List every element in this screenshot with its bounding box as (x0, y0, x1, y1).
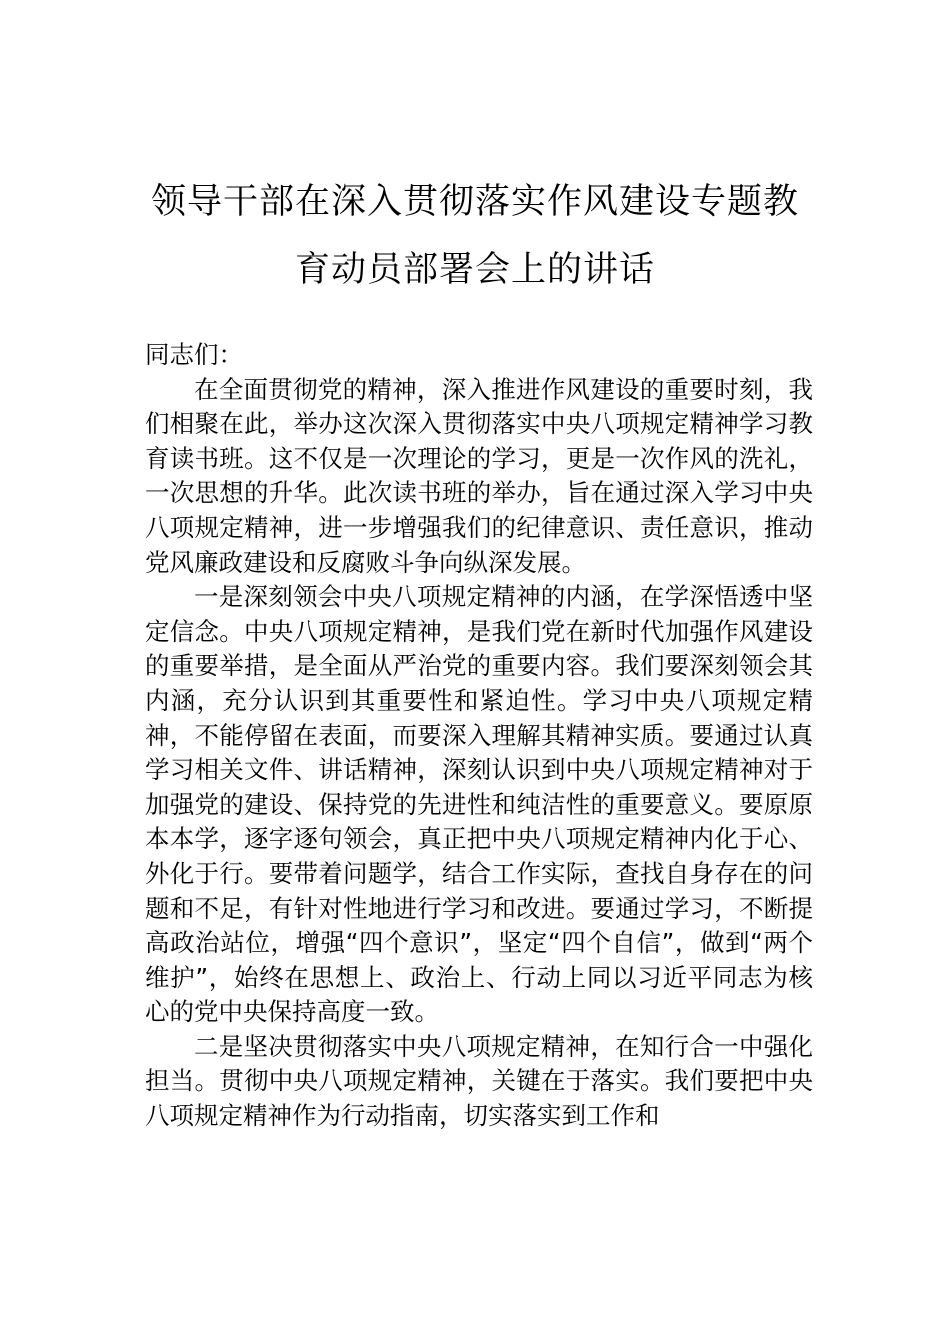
document-title-line-2: 育动员部署会上的讲话 (294, 250, 655, 290)
paragraph-intro: 在全面贯彻党的精神，深入推进作风建设的重要时刻，我们相聚在此，举办这次深入贯彻落实中央八项规定精神学习教育读书班。这不仅是一次理论的学习，更是一次作风的洗礼，一次思想的升华。此次读书班的举办，旨在通过深入学习中央八项规定精神，进一步增强我们的纪律意识、责任意识，推动党风廉政建设和反腐败斗争向纵深发展。 (145, 374, 813, 577)
document-title-line-1: 领导干部在深入贯彻落实作风建设专题教 (150, 182, 799, 222)
salutation: 同志们： (145, 340, 243, 369)
paragraph-point-one: 一是深刻领会中央八项规定精神的内涵，在学深悟透中坚定信念。中央八项规定精神，是我们党在新时代加强作风建设的重要举措，是全面从严治党的重要内容。我们要深刻领会其内涵，充分认识到其重要性和紧迫性。学习中央八项规定精神，不能停留在表面，而要深入理解其精神实质。要通过认真学习相关文件、讲话精神，深刻认识到中央八项规定精神对于加强党的建设、保持党的先进性和纯洁性的重要意义。要原原本本学，逐字逐句领会，真正把中央八项规定精神内化于心、外化于行。要带着问题学，结合工作实际，查找自身存在的问题和不足，有针对性地进行学习和改进。要通过学习，不断提高政治站位，增强“四个意识”，坚定“四个自信”，做到“两个维护”，始终在思想上、政治上、行动上同以习近平同志为核心的党中央保持高度一致。 (145, 582, 813, 1027)
paragraph-point-two: 二是坚决贯彻落实中央八项规定精神，在知行合一中强化担当。贯彻中央八项规定精神，关键在于落实。我们要把中央八项规定精神作为行动指南，切实落实到工作和 (145, 1031, 813, 1131)
document-body (145, 338, 813, 1134)
